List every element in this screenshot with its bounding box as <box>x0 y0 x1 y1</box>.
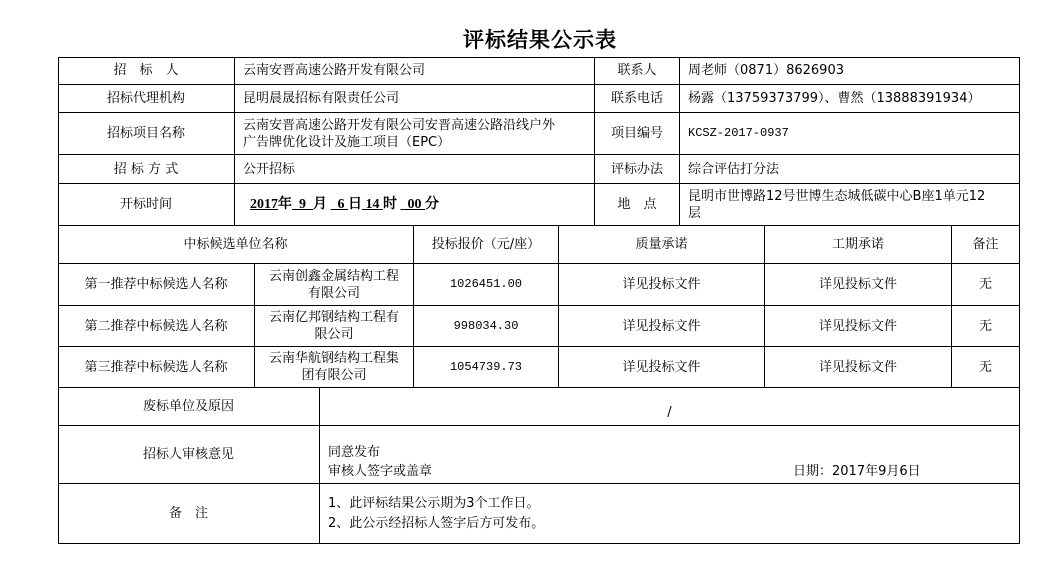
tenderer-label: 招 标 人 <box>58 57 235 85</box>
open-day-value: 6 <box>337 197 345 212</box>
method-label: 招 标 方 式 <box>58 155 235 184</box>
review-opinion-label: 招标人审核意见 <box>58 426 320 484</box>
location-value <box>680 184 1020 226</box>
location-line1: 昆明市世博路12号世博生态城低碳中心B座1单元12 <box>688 188 986 204</box>
project-no-value: KCSZ-2017-0937 <box>680 113 1020 155</box>
candidate-rank-3: 第三推荐中标候选人名称 <box>58 347 255 388</box>
project-name-value <box>235 113 595 155</box>
open-time-value <box>235 184 595 226</box>
review-opinion-value <box>320 426 1020 484</box>
candidate-remark-3: 无 <box>952 347 1020 388</box>
company-3-line2: 团有限公司 <box>301 368 367 383</box>
quality-header: 质量承诺 <box>559 226 765 264</box>
contact-value: 周老师（0871）8626903 <box>680 57 1020 85</box>
method-value: 公开招标 <box>235 155 595 184</box>
candidate-period-1: 详见投标文件 <box>765 264 952 306</box>
open-month-value: 9 <box>299 197 306 212</box>
year-unit: 年 <box>278 197 292 212</box>
candidate-quality-3: 详见投标文件 <box>559 347 765 388</box>
company-2-line1: 云南亿邦钢结构工程有 <box>268 310 399 325</box>
candidate-price-2: 998034.30 <box>414 306 559 347</box>
agency-label: 招标代理机构 <box>58 85 235 113</box>
open-time-label: 开标时间 <box>58 184 235 226</box>
open-hour-value: 14 <box>365 197 380 212</box>
candidate-period-3: 详见投标文件 <box>765 347 952 388</box>
contact-label: 联系人 <box>595 57 680 85</box>
review-approve-text: 同意发布 <box>328 445 381 460</box>
invalid-bids-label: 废标单位及原因 <box>58 388 320 426</box>
note-item-1: 1、此评标结果公示期为3个工作日。 <box>328 495 540 511</box>
bid-price-header: 投标报价（元/座） <box>414 226 559 264</box>
phone-label: 联系电话 <box>595 85 680 113</box>
agency-value: 昆明晨晟招标有限责任公司 <box>235 85 595 113</box>
notes-value <box>320 484 1020 544</box>
candidate-company-2 <box>255 306 414 347</box>
open-year: 2017 <box>250 197 278 212</box>
invalid-bids-value: / <box>320 388 1020 426</box>
day-unit: 日 <box>348 197 362 212</box>
candidate-name-header: 中标候选单位名称 <box>58 226 414 264</box>
company-2-line2: 限公司 <box>314 327 354 342</box>
notes-label: 备 注 <box>58 484 320 544</box>
period-header: 工期承诺 <box>765 226 952 264</box>
eval-method-label: 评标办法 <box>595 155 680 184</box>
location-label: 地 点 <box>595 184 680 226</box>
project-no-label: 项目编号 <box>595 113 680 155</box>
review-signature-text: 审核人签字或盖章 <box>328 464 433 479</box>
candidate-company-1 <box>255 264 414 306</box>
page-title: 评标结果公示表 <box>463 27 617 52</box>
minute-unit: 分 <box>425 197 439 212</box>
candidate-quality-1: 详见投标文件 <box>559 264 765 306</box>
review-date: 日期：2017年9月6日 <box>793 464 921 479</box>
eval-method-value: 综合评估打分法 <box>680 155 1020 184</box>
candidate-remark-2: 无 <box>952 306 1020 347</box>
location-line2: 层 <box>688 205 702 221</box>
tenderer-value: 云南安晋高速公路开发有限公司 <box>235 57 595 85</box>
note-item-2: 2、此公示经招标人签字后方可发布。 <box>328 515 545 531</box>
company-3-line1: 云南华航钢结构工程集 <box>268 351 399 366</box>
project-name-label: 招标项目名称 <box>58 113 235 155</box>
candidate-rank-2: 第二推荐中标候选人名称 <box>58 306 255 347</box>
project-name-line1: 云南安晋高速公路开发有限公司安晋高速公路沿线户外 <box>243 117 556 133</box>
project-name-line2: 广告牌优化设计及施工项目（EPC） <box>243 134 451 150</box>
open-hour <box>362 196 383 213</box>
candidate-quality-2: 详见投标文件 <box>559 306 765 347</box>
open-month <box>292 196 313 213</box>
candidate-company-3 <box>255 347 414 388</box>
candidate-price-1: 1026451.00 <box>414 264 559 306</box>
open-day <box>331 196 349 213</box>
candidate-price-3: 1054739.73 <box>414 347 559 388</box>
company-1-line2: 有限公司 <box>307 285 360 301</box>
candidate-period-2: 详见投标文件 <box>765 306 952 347</box>
remark-header: 备注 <box>952 226 1020 264</box>
candidate-remark-1: 无 <box>952 264 1020 306</box>
company-1-line1: 云南创鑫金属结构工程 <box>268 268 399 284</box>
month-unit: 月 <box>313 197 327 212</box>
phone-value: 杨露（13759373799）、曹然（13888391934） <box>680 85 1020 113</box>
candidate-rank-1: 第一推荐中标候选人名称 <box>58 264 255 306</box>
hour-unit: 时 <box>383 197 397 212</box>
open-minute-value: 00 <box>407 197 422 212</box>
open-minute <box>401 196 426 213</box>
